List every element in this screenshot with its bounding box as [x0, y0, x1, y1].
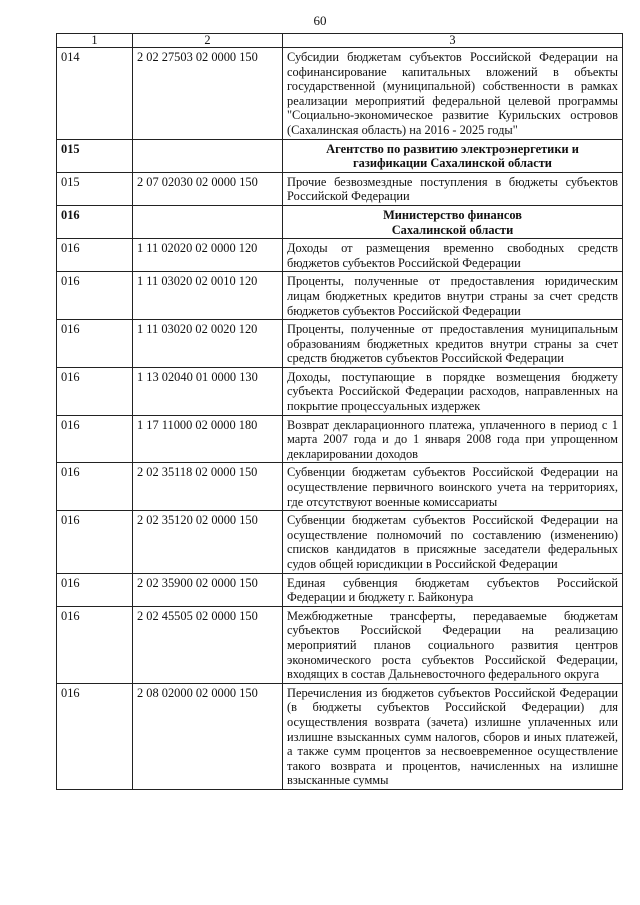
column-number-row [57, 34, 623, 48]
administrator-code: 015 [57, 139, 133, 172]
budget-classification-code: 1 11 03020 02 0020 120 [133, 320, 283, 368]
administrator-name [283, 139, 623, 172]
administrator-code: 016 [57, 239, 133, 272]
administrator-code: 016 [57, 463, 133, 511]
revenue-description: Возврат декларационного платежа, уплаченного в период с 1 марта 2007 года и до 1 января 2008 года при упрощенном декларировании доходов [283, 415, 623, 463]
administrator-code: 016 [57, 367, 133, 415]
budget-classification-code: 2 02 35900 02 0000 150 [133, 573, 283, 606]
budget-classification-code: 1 11 02020 02 0000 120 [133, 239, 283, 272]
administrator-name-line: газификации Сахалинской области [353, 156, 552, 171]
administrator-name-line: Сахалинской области [391, 222, 514, 237]
administrator-header-row [57, 205, 623, 238]
administrator-code: 015 [57, 172, 133, 205]
revenue-code-row [57, 367, 623, 415]
page-number: 60 [313, 13, 327, 28]
revenue-codes-table [56, 33, 623, 790]
revenue-code-row [57, 239, 623, 272]
administrator-code: 014 [57, 48, 133, 140]
administrator-name-line: Министерство финансов [383, 207, 522, 222]
revenue-code-row [57, 172, 623, 205]
budget-classification-code: 2 07 02030 02 0000 150 [133, 172, 283, 205]
revenue-code-row [57, 48, 623, 140]
revenue-description: Доходы, поступающие в порядке возмещения бюджету субъекта Российской Федерации расходов, направленных на покрытие процессуальных издержек [283, 367, 623, 415]
empty-code-cell [133, 139, 283, 172]
administrator-code: 016 [57, 606, 133, 683]
revenue-description: Субвенции бюджетам субъектов Российской Федерации на осуществление первичного воинского учета на территориях, где отсутствуют военные комиссариаты [283, 463, 623, 511]
administrator-name-line: Агентство по развитию электроэнергетики и [326, 141, 579, 156]
budget-classification-code: 1 17 11000 02 0000 180 [133, 415, 283, 463]
revenue-code-row [57, 463, 623, 511]
administrator-code: 016 [57, 272, 133, 320]
budget-classification-code: 1 13 02040 01 0000 130 [133, 367, 283, 415]
revenue-code-row [57, 573, 623, 606]
revenue-code-row [57, 511, 623, 573]
revenue-description: Доходы от размещения временно свободных средств бюджетов субъектов Российской Федерации [283, 239, 623, 272]
revenue-description: Перечисления из бюджетов субъектов Российской Федерации (в бюджеты субъектов Российской Федерации) для осуществления возврата (зачета) излишне уплаченных или излишне взысканных сумм налогов, сборов и иных платежей, а также сумм процентов за несвоевременное осуществление такого возврата и процентов, начисленных на излишне взысканные суммы [283, 683, 623, 789]
administrator-code: 016 [57, 511, 133, 573]
administrator-code: 016 [57, 205, 133, 238]
revenue-code-row [57, 272, 623, 320]
administrator-code: 016 [57, 573, 133, 606]
administrator-header-row [57, 139, 623, 172]
column-number-2: 2 [133, 34, 283, 48]
revenue-description: Единая субвенция бюджетам субъектов Российской Федерации и бюджету г. Байконура [283, 573, 623, 606]
revenue-description: Субсидии бюджетам субъектов Российской Федерации на софинансирование капитальных вложений в объекты государственной (муниципальной) собственности в рамках реализации мероприятий федеральной целевой программы "Социально-экономическое развитие Курильских островов (Сахалинская область) на 2016 - 2025 годы" [283, 48, 623, 140]
table-body [57, 48, 623, 790]
administrator-code: 016 [57, 415, 133, 463]
budget-classification-code: 2 02 45505 02 0000 150 [133, 606, 283, 683]
revenue-code-row [57, 415, 623, 463]
budget-classification-code: 1 11 03020 02 0010 120 [133, 272, 283, 320]
budget-classification-code: 2 02 35120 02 0000 150 [133, 511, 283, 573]
revenue-description: Прочие безвозмездные поступления в бюджеты субъектов Российской Федерации [283, 172, 623, 205]
administrator-code: 016 [57, 683, 133, 789]
column-number-3: 3 [283, 34, 623, 48]
column-number-1: 1 [57, 34, 133, 48]
budget-classification-code: 2 08 02000 02 0000 150 [133, 683, 283, 789]
revenue-code-row [57, 606, 623, 683]
revenue-description: Субвенции бюджетам субъектов Российской Федерации на осуществление полномочий по составлению (изменению) списков кандидатов в присяжные заседатели федеральных судов общей юрисдикции в Российской Федерации [283, 511, 623, 573]
empty-code-cell [133, 205, 283, 238]
revenue-code-row [57, 683, 623, 789]
revenue-description: Межбюджетные трансферты, передаваемые бюджетам субъектов Российской Федерации на реализацию мероприятий планов социального развития центров экономического роста субъектов Российской Федерации, входящих в состав Дальневосточного федерального округа [283, 606, 623, 683]
revenue-description: Проценты, полученные от предоставления муниципальным образованиям бюджетных кредитов внутри страны за счет средств бюджетов субъектов Российской Федерации [283, 320, 623, 368]
administrator-name [283, 205, 623, 238]
revenue-code-row [57, 320, 623, 368]
budget-classification-code: 2 02 27503 02 0000 150 [133, 48, 283, 140]
administrator-code: 016 [57, 320, 133, 368]
budget-classification-code: 2 02 35118 02 0000 150 [133, 463, 283, 511]
revenue-description: Проценты, полученные от предоставления юридическим лицам бюджетных кредитов внутри страны за счет средств бюджетов субъектов Российской Федерации [283, 272, 623, 320]
